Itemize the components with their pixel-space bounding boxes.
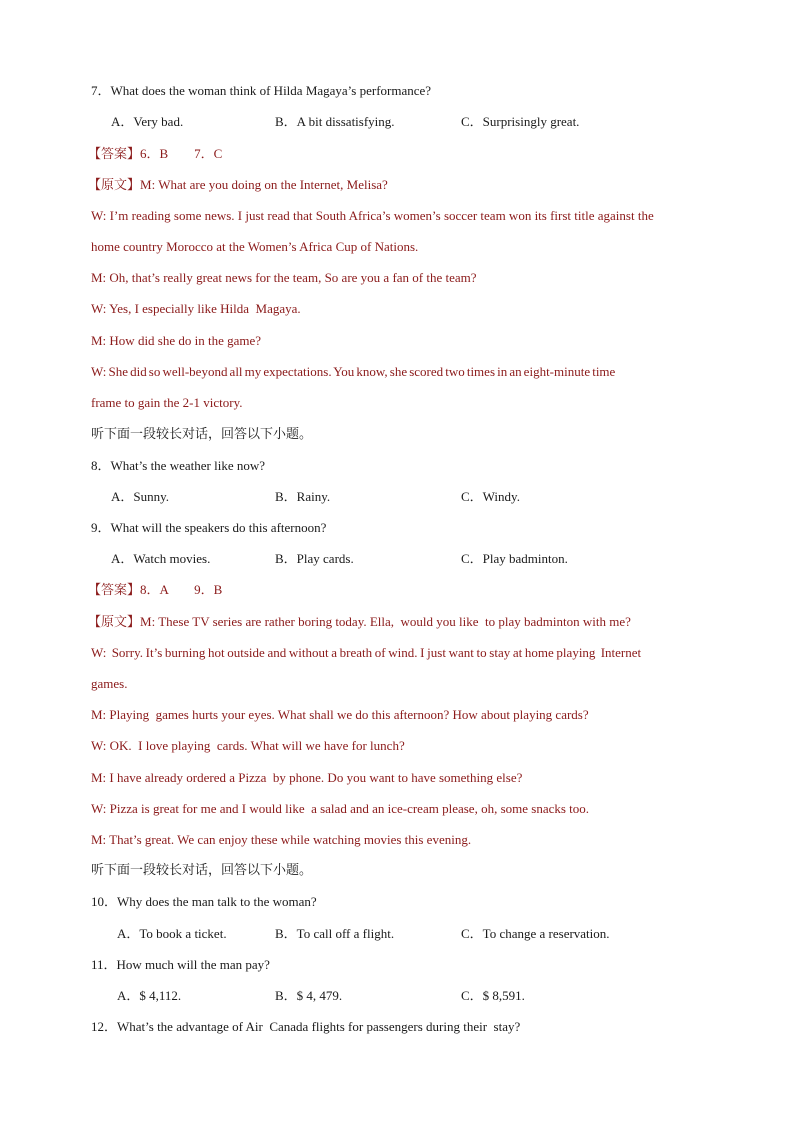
transcript-line: M: Oh, that’s really great news for the team, So are you a fan of the team? — [91, 270, 477, 285]
q10-option-b: B．To call off a flight. — [275, 926, 395, 941]
instruction-2: 听下面一段较长对话，回答以下小题。 — [91, 863, 313, 878]
transcript-line: W: Yes, I especially like Hilda Magaya. — [91, 301, 301, 316]
instruction-1: 听下面一段较长对话，回答以下小题。 — [91, 427, 313, 442]
q9-option-b: B．Play cards. — [275, 551, 354, 566]
transcript-2-first — [88, 613, 631, 632]
transcript-tag: 【原文】 — [88, 178, 141, 193]
transcript-line: games. — [91, 676, 128, 691]
q8-option-b: B．Rainy. — [275, 489, 331, 504]
q8-option-c: C．Windy. — [461, 489, 520, 504]
transcript-line: frame to gain the 2-1 victory. — [91, 395, 243, 410]
transcript-line: M: I have already ordered a Pizza by phone. Do you want to have something else? — [91, 770, 523, 785]
question-9: 9．What will the speakers do this afternoon? — [91, 520, 327, 535]
answer-text: 8．A 9．B — [140, 582, 223, 597]
answer-block-1 — [88, 145, 222, 164]
q11-option-c: C．$ 8,591. — [461, 988, 525, 1003]
question-10: 10．Why does the man talk to the woman? — [91, 894, 317, 909]
transcript-line: M: What are you doing on the Internet, Melisa? — [140, 177, 388, 192]
answer-tag: 【答案】 — [88, 147, 141, 162]
q11-option-a: A．$ 4,112. — [117, 988, 182, 1003]
transcript-line: W: She did so well-beyond all my expectations. You know, she scored two times in an eight-minute time — [91, 364, 616, 379]
transcript-line: W: I’m reading some news. I just read that South Africa’s women’s soccer team won its first title against the — [91, 208, 654, 223]
question-7: 7．What does the woman think of Hilda Magaya’s performance? — [91, 83, 432, 98]
transcript-line: W: OK. I love playing cards. What will we have for lunch? — [91, 738, 405, 753]
answer-tag: 【答案】 — [88, 583, 141, 598]
transcript-line: home country Morocco at the Women’s Africa Cup of Nations. — [91, 239, 419, 254]
q10-option-c: C．To change a reservation. — [461, 926, 610, 941]
q7-option-a: A．Very bad. — [111, 114, 184, 129]
question-11: 11．How much will the man pay? — [91, 957, 270, 972]
q9-option-a: A．Watch movies. — [111, 551, 211, 566]
answer-block-2 — [88, 581, 222, 600]
transcript-line: M: Playing games hurts your eyes. What shall we do this afternoon? How about playing cards? — [91, 707, 589, 722]
q11-option-b: B．$ 4, 479. — [275, 988, 343, 1003]
transcript-line: M: That’s great. We can enjoy these while watching movies this evening. — [91, 832, 472, 847]
transcript-1-first — [88, 176, 388, 195]
q7-option-c: C．Surprisingly great. — [461, 114, 580, 129]
transcript-line: W: Pizza is great for me and I would like a salad and an ice-cream please, oh, some snacks too. — [91, 801, 590, 816]
transcript-line: M: How did she do in the game? — [91, 333, 262, 348]
transcript-line: M: These TV series are rather boring today. Ella, would you like to play badminton with me? — [140, 614, 631, 629]
q8-option-a: A．Sunny. — [111, 489, 170, 504]
transcript-line: W: Sorry. It’s burning hot outside and without a breath of wind. I just want to stay at home playing Internet — [91, 645, 642, 660]
question-8: 8．What’s the weather like now? — [91, 458, 265, 473]
question-12: 12．What’s the advantage of Air Canada flights for passengers during their stay? — [91, 1019, 521, 1034]
q9-option-c: C．Play badminton. — [461, 551, 568, 566]
q10-option-a: A．To book a ticket. — [117, 926, 227, 941]
answer-text: 6．B 7．C — [140, 146, 223, 161]
transcript-tag: 【原文】 — [88, 615, 141, 630]
q7-option-b: B．A bit dissatisfying. — [275, 114, 395, 129]
